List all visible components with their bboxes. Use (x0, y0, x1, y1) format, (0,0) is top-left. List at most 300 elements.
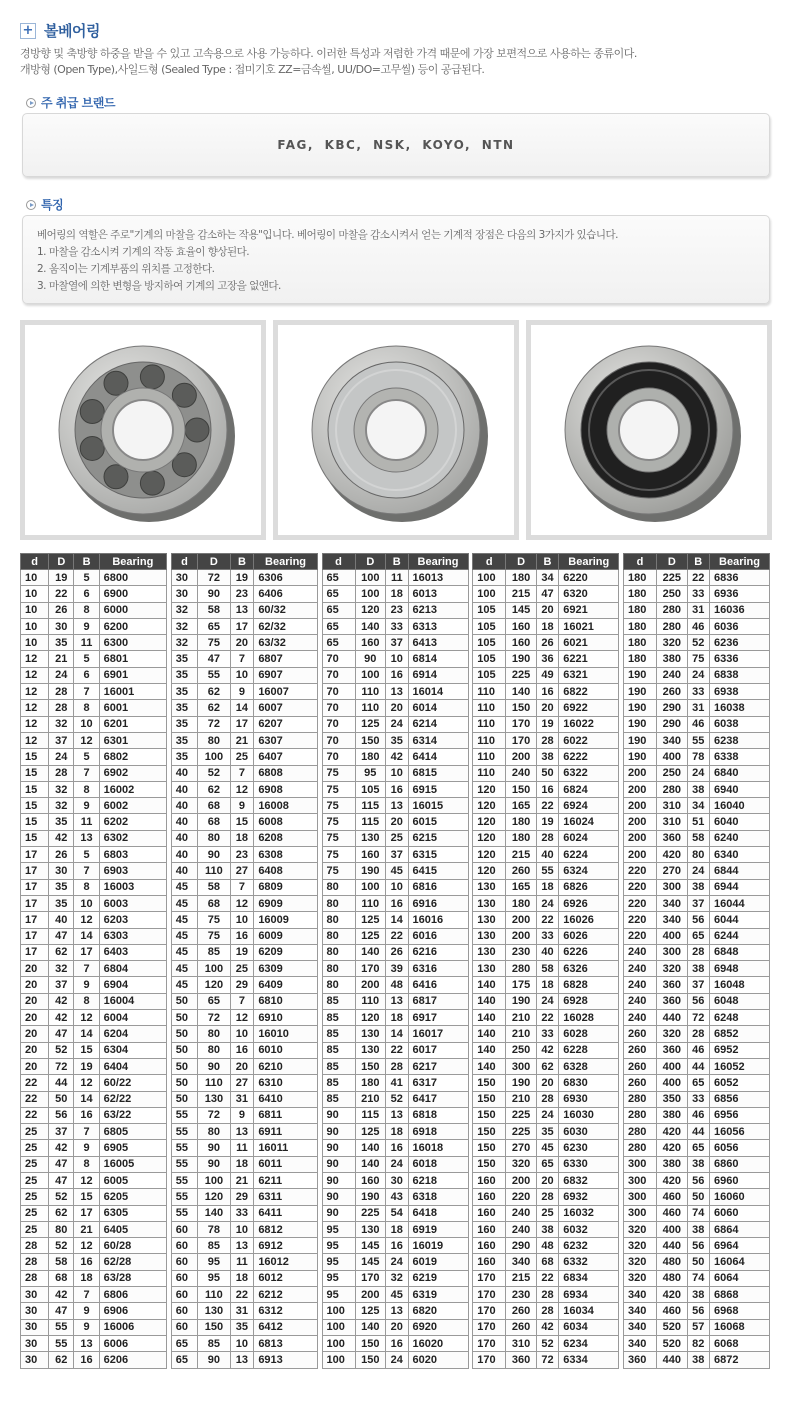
table-row (473, 716, 619, 732)
table-cell: 12 (230, 781, 254, 797)
table-row (322, 993, 468, 1009)
table-cell: 56 (687, 1303, 709, 1319)
table-cell: 75 (322, 798, 355, 814)
table-cell: 70 (322, 651, 355, 667)
table-cell: 225 (506, 667, 536, 683)
table-cell: 10 (386, 879, 408, 895)
table-cell: 40 (171, 798, 198, 814)
table-cell: 56 (687, 993, 709, 1009)
table-cell: 6415 (408, 863, 468, 879)
table-cell: 31 (230, 1091, 254, 1107)
table-cell: 43 (386, 1189, 408, 1205)
table-cell: 6417 (408, 1091, 468, 1107)
table-cell: 140 (355, 944, 385, 960)
table-cell: 6840 (710, 765, 770, 781)
table-cell: 100 (322, 1303, 355, 1319)
table-cell: 45 (171, 912, 198, 928)
table-cell: 160 (473, 1221, 506, 1237)
table-cell: 170 (355, 1270, 385, 1286)
table-cell: 120 (198, 1189, 230, 1205)
table-cell: 13 (386, 1107, 408, 1123)
table-cell: 520 (657, 1319, 687, 1335)
table-cell: 6222 (559, 749, 619, 765)
table-row (21, 1238, 167, 1254)
table-row (473, 1238, 619, 1254)
table-cell: 17 (21, 847, 49, 863)
table-cell: 62 (198, 700, 230, 716)
bearing-photo-3 (526, 320, 772, 540)
table-row (171, 732, 317, 748)
table-row (21, 863, 167, 879)
table-cell: 6315 (408, 847, 468, 863)
table-cell: 85 (322, 1091, 355, 1107)
table-cell: 160 (355, 635, 385, 651)
table-cell: 10 (230, 1335, 254, 1351)
table-cell: 47 (49, 1156, 74, 1172)
table-cell: 45 (171, 944, 198, 960)
table-cell: 16038 (710, 700, 770, 716)
table-cell: 6004 (99, 1010, 166, 1026)
table-cell: 7 (230, 651, 254, 667)
table-cell: 13 (386, 798, 408, 814)
table-cell: 42 (536, 1042, 558, 1058)
table-row (624, 895, 770, 911)
table-cell: 68 (49, 1270, 74, 1286)
table-cell: 6032 (559, 1221, 619, 1237)
table-cell: 90 (322, 1156, 355, 1172)
table-row (171, 651, 317, 667)
table-cell: 10 (74, 716, 99, 732)
table-cell: 160 (473, 1189, 506, 1205)
table-cell: 27 (230, 1075, 254, 1091)
table-cell: 6324 (559, 863, 619, 879)
table-row (322, 1124, 468, 1140)
table-row (322, 1319, 468, 1335)
table-cell: 17 (230, 618, 254, 634)
table-cell: 38 (687, 781, 709, 797)
table-cell: 170 (473, 1303, 506, 1319)
table-row (624, 586, 770, 602)
table-row (624, 1140, 770, 1156)
table-cell: 120 (473, 863, 506, 879)
table-cell: 100 (355, 667, 385, 683)
table-row (322, 879, 468, 895)
table-cell: 70 (322, 700, 355, 716)
table-row (473, 618, 619, 634)
table-cell: 280 (657, 602, 687, 618)
table-cell: 14 (74, 928, 99, 944)
table-row (473, 1270, 619, 1286)
table-row (171, 798, 317, 814)
table-cell: 30 (49, 618, 74, 634)
table-row (171, 765, 317, 781)
table-cell: 95 (322, 1254, 355, 1270)
table-cell: 12 (74, 732, 99, 748)
table-cell: 32 (49, 716, 74, 732)
column-header: B (230, 554, 254, 570)
table-cell: 6003 (99, 895, 166, 911)
table-cell: 74 (687, 1205, 709, 1221)
table-cell: 10 (230, 1221, 254, 1237)
bearing-photo-1 (20, 320, 266, 540)
table-cell: 45 (536, 1140, 558, 1156)
table-cell: 22 (230, 1287, 254, 1303)
table-row (21, 1091, 167, 1107)
table-cell: 20 (536, 1172, 558, 1188)
table-row (21, 716, 167, 732)
table-cell: 55 (49, 1319, 74, 1335)
table-cell: 6412 (254, 1319, 317, 1335)
table-cell: 22 (536, 1270, 558, 1286)
table-cell: 6411 (254, 1205, 317, 1221)
table-cell: 42 (386, 749, 408, 765)
table-cell: 47 (49, 928, 74, 944)
table-cell: 28 (536, 830, 558, 846)
table-cell: 24 (536, 993, 558, 1009)
table-cell: 35 (49, 895, 74, 911)
table-cell: 240 (624, 944, 657, 960)
table-cell: 125 (355, 716, 385, 732)
table-cell: 35 (171, 749, 198, 765)
table-cell: 50 (171, 1058, 198, 1074)
table-cell: 63/28 (99, 1270, 166, 1286)
table-cell: 68 (198, 798, 230, 814)
table-cell: 16 (386, 1140, 408, 1156)
table-cell: 10 (21, 618, 49, 634)
table-cell: 85 (198, 1238, 230, 1254)
table-cell: 22 (536, 912, 558, 928)
table-row (322, 863, 468, 879)
table-cell: 120 (198, 977, 230, 993)
table-cell: 6948 (710, 961, 770, 977)
table-row (171, 1352, 317, 1368)
table-cell: 6316 (408, 961, 468, 977)
table-cell: 400 (657, 1075, 687, 1091)
table-cell: 8 (74, 1156, 99, 1172)
table-row (171, 993, 317, 1009)
table-cell: 30 (21, 1335, 49, 1351)
table-row (322, 1303, 468, 1319)
table-cell: 230 (506, 1287, 536, 1303)
table-cell: 9 (74, 1319, 99, 1335)
table-cell: 95 (322, 1270, 355, 1286)
table-cell: 18 (536, 879, 558, 895)
table-row (473, 765, 619, 781)
table-cell: 16020 (408, 1335, 468, 1351)
table-cell: 23 (386, 602, 408, 618)
table-cell: 42 (49, 1010, 74, 1026)
table-cell: 6018 (408, 1156, 468, 1172)
table-cell: 33 (386, 618, 408, 634)
table-cell: 160 (355, 1172, 385, 1188)
table-row (171, 1010, 317, 1026)
table-cell: 7 (230, 765, 254, 781)
table-cell: 170 (506, 732, 536, 748)
table-cell: 75 (322, 863, 355, 879)
table-cell: 130 (355, 1042, 385, 1058)
table-cell: 65 (198, 993, 230, 1009)
table-cell: 280 (624, 1124, 657, 1140)
table-cell: 85 (322, 993, 355, 1009)
table-cell: 9 (74, 1140, 99, 1156)
table-cell: 7 (74, 863, 99, 879)
table-row (624, 993, 770, 1009)
table-row (473, 977, 619, 993)
table-cell: 56 (687, 1238, 709, 1254)
table-cell: 6856 (710, 1091, 770, 1107)
intro-line-2: 개방형 (Open Type),사일드형 (Sealed Type : 접미기호 ZZ=금속씰, UU/DO=고무씰) 등이 공급된다. (20, 63, 485, 76)
table-cell: 6208 (254, 830, 317, 846)
table-cell: 38 (687, 1287, 709, 1303)
bearing-spec-tables (20, 553, 770, 1369)
table-row (473, 1172, 619, 1188)
table-row (624, 1075, 770, 1091)
table-cell: 6311 (254, 1189, 317, 1205)
table-cell: 25 (230, 749, 254, 765)
table-cell: 55 (171, 1124, 198, 1140)
table-row (473, 1107, 619, 1123)
table-cell: 16 (536, 684, 558, 700)
table-cell: 35 (536, 1124, 558, 1140)
table-cell: 210 (506, 1010, 536, 1026)
table-cell: 62 (198, 781, 230, 797)
table-cell: 6408 (254, 863, 317, 879)
table-cell: 23 (230, 847, 254, 863)
table-cell: 110 (355, 700, 385, 716)
table-cell: 100 (322, 1335, 355, 1351)
table-row (171, 1042, 317, 1058)
table-cell: 75 (198, 928, 230, 944)
table-cell: 21 (230, 732, 254, 748)
table-cell: 25 (386, 830, 408, 846)
table-cell: 6805 (99, 1124, 166, 1140)
table-cell: 400 (657, 1058, 687, 1074)
table-cell: 6026 (559, 928, 619, 944)
table-cell: 6020 (408, 1352, 468, 1368)
table-cell: 85 (322, 1058, 355, 1074)
table-cell: 16008 (254, 798, 317, 814)
table-cell: 120 (473, 798, 506, 814)
table-cell: 110 (473, 716, 506, 732)
table-cell: 6048 (710, 993, 770, 1009)
table-cell: 60 (171, 1287, 198, 1303)
table-cell: 35 (49, 814, 74, 830)
table-cell: 82 (687, 1335, 709, 1351)
table-cell: 50 (171, 993, 198, 1009)
table-cell: 47 (49, 1172, 74, 1188)
table-cell: 6005 (99, 1172, 166, 1188)
table-cell: 145 (355, 1238, 385, 1254)
table-cell: 6006 (99, 1335, 166, 1351)
table-cell: 150 (473, 1091, 506, 1107)
table-cell: 60 (171, 1238, 198, 1254)
table-row (624, 635, 770, 651)
table-cell: 6836 (710, 570, 770, 586)
table-cell: 48 (386, 977, 408, 993)
table-row (473, 928, 619, 944)
table-row (171, 1319, 317, 1335)
table-row (624, 1058, 770, 1074)
table-cell: 80 (322, 912, 355, 928)
table-cell: 6028 (559, 1026, 619, 1042)
table-cell: 6913 (254, 1352, 317, 1368)
table-cell: 340 (506, 1254, 536, 1270)
table-cell: 75 (322, 781, 355, 797)
table-cell: 60 (171, 1303, 198, 1319)
table-cell: 6921 (559, 602, 619, 618)
table-cell: 340 (657, 895, 687, 911)
table-cell: 16003 (99, 879, 166, 895)
table-cell: 95 (198, 1270, 230, 1286)
table-cell: 20 (21, 1010, 49, 1026)
table-row (171, 667, 317, 683)
table-cell: 13 (230, 1352, 254, 1368)
table-cell: 62 (198, 684, 230, 700)
table-cell: 40 (536, 847, 558, 863)
table-cell: 80 (322, 961, 355, 977)
table-cell: 6007 (254, 700, 317, 716)
table-row (473, 667, 619, 683)
table-cell: 200 (506, 928, 536, 944)
table-cell: 6928 (559, 993, 619, 1009)
table-row (322, 700, 468, 716)
table-row (21, 1352, 167, 1368)
table-row (322, 618, 468, 634)
table-cell: 37 (386, 635, 408, 651)
table-cell: 200 (624, 798, 657, 814)
table-cell: 400 (657, 749, 687, 765)
table-cell: 90 (198, 586, 230, 602)
table-cell: 340 (624, 1303, 657, 1319)
table-cell: 6822 (559, 684, 619, 700)
table-cell: 34 (536, 570, 558, 586)
table-cell: 6219 (408, 1270, 468, 1286)
table-row (21, 847, 167, 863)
table-row (624, 961, 770, 977)
table-cell: 55 (687, 732, 709, 748)
bearing-table-5 (623, 553, 770, 1369)
table-header-row (624, 554, 770, 570)
table-cell: 7 (74, 1287, 99, 1303)
table-cell: 6934 (559, 1287, 619, 1303)
column-header: Bearing (408, 554, 468, 570)
table-cell: 95 (322, 1287, 355, 1303)
table-cell: 28 (49, 765, 74, 781)
table-cell: 260 (624, 1075, 657, 1091)
table-cell: 51 (687, 814, 709, 830)
table-cell: 7 (74, 684, 99, 700)
table-cell: 16017 (408, 1026, 468, 1042)
table-cell: 6238 (710, 732, 770, 748)
table-cell: 6912 (254, 1238, 317, 1254)
table-cell: 110 (198, 863, 230, 879)
table-cell: 100 (473, 570, 506, 586)
table-row (624, 1303, 770, 1319)
table-cell: 12 (21, 700, 49, 716)
table-cell: 200 (624, 781, 657, 797)
table-cell: 260 (506, 1303, 536, 1319)
table-cell: 6008 (254, 814, 317, 830)
table-cell: 20 (230, 1058, 254, 1074)
table-cell: 105 (473, 667, 506, 683)
table-cell: 240 (624, 961, 657, 977)
table-cell: 42 (49, 1287, 74, 1303)
table-row (624, 1254, 770, 1270)
table-cell: 420 (657, 1172, 687, 1188)
table-cell: 28 (21, 1254, 49, 1270)
table-cell: 105 (473, 602, 506, 618)
table-cell: 6917 (408, 1010, 468, 1026)
table-cell: 28 (21, 1270, 49, 1286)
table-cell: 10 (386, 765, 408, 781)
table-row (624, 1221, 770, 1237)
table-cell: 65 (322, 618, 355, 634)
table-cell: 6306 (254, 570, 317, 586)
table-cell: 190 (624, 700, 657, 716)
table-cell: 6338 (710, 749, 770, 765)
table-cell: 55 (171, 1205, 198, 1221)
table-cell: 6938 (710, 684, 770, 700)
table-cell: 23 (230, 586, 254, 602)
circle-arrow-icon (26, 98, 36, 108)
table-cell: 100 (322, 1352, 355, 1368)
table-cell: 30 (49, 863, 74, 879)
table-cell: 29 (230, 1189, 254, 1205)
table-cell: 10 (21, 570, 49, 586)
table-cell: 47 (49, 1026, 74, 1042)
table-row (171, 1140, 317, 1156)
table-cell: 125 (355, 928, 385, 944)
table-cell: 310 (657, 798, 687, 814)
table-cell: 7 (74, 961, 99, 977)
table-row (624, 732, 770, 748)
table-cell: 6838 (710, 667, 770, 683)
table-row (473, 1303, 619, 1319)
table-row (21, 879, 167, 895)
table-cell: 6816 (408, 879, 468, 895)
table-cell: 72 (198, 1010, 230, 1026)
table-cell: 6021 (559, 635, 619, 651)
table-row (624, 928, 770, 944)
table-cell: 80 (198, 732, 230, 748)
table-cell: 6014 (408, 700, 468, 716)
table-cell: 65 (687, 928, 709, 944)
table-cell: 40 (171, 847, 198, 863)
table-cell: 6326 (559, 961, 619, 977)
table-row (21, 1075, 167, 1091)
table-cell: 110 (473, 700, 506, 716)
intro-text (20, 46, 770, 78)
table-row (322, 798, 468, 814)
table-cell: 60 (171, 1221, 198, 1237)
table-row (21, 977, 167, 993)
table-cell: 65 (198, 618, 230, 634)
table-cell: 11 (230, 1254, 254, 1270)
table-cell: 280 (657, 618, 687, 634)
table-cell: 6226 (559, 944, 619, 960)
table-cell: 125 (355, 1303, 385, 1319)
table-cell: 20 (386, 1319, 408, 1335)
table-cell: 6212 (254, 1287, 317, 1303)
table-row (473, 1156, 619, 1172)
table-cell: 120 (473, 781, 506, 797)
table-cell: 56 (49, 1107, 74, 1123)
table-row (473, 847, 619, 863)
table-cell: 6022 (559, 732, 619, 748)
table-row (21, 700, 167, 716)
table-cell: 22 (21, 1107, 49, 1123)
table-cell: 6330 (559, 1156, 619, 1172)
